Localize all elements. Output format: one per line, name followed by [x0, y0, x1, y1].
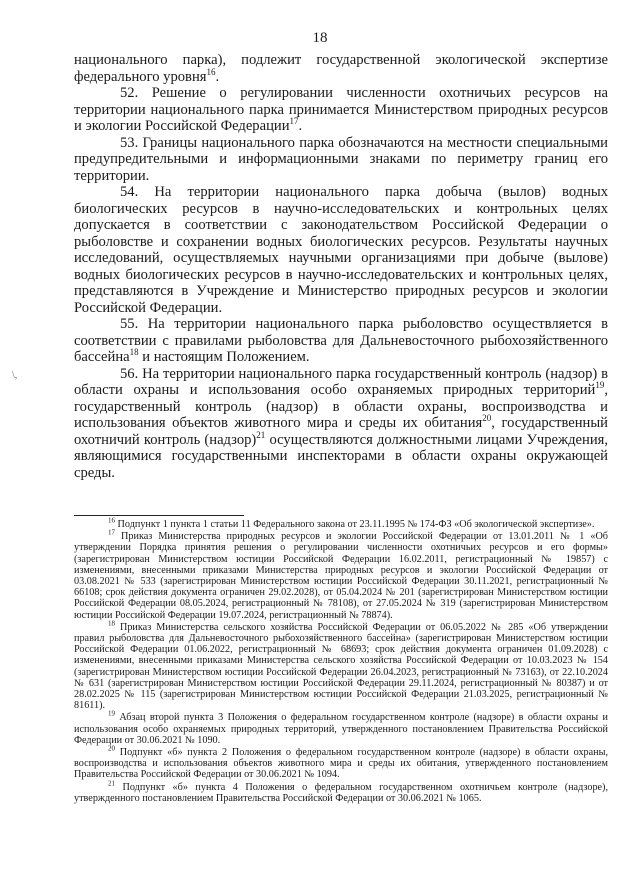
- footnote-ref[interactable]: 19: [595, 380, 605, 391]
- footnote-ref[interactable]: 16: [206, 66, 216, 77]
- footnote-separator: [74, 515, 244, 516]
- margin-mark: \,: [12, 370, 18, 381]
- paragraph-56: 56. На территории национального парка государственный контроль (надзор) в области охраны и использования особо охраняемых природных территорий$^{19}$, государственный контроль (надзор) в области охраны, воспроизводства и использования объектов животного мира и среды их обитания$^{20}$, государственный охотничий контроль (надзор)$^{21}$ осуществляются должностными лицами Учреждения, являющимися государственными инспекторами в области охраны окружающей среды.: [74, 365, 608, 481]
- footnote-ref[interactable]: 18: [129, 347, 139, 358]
- footnote-20: $^{20}$ Подпункт «б» пункта 2 Положения о федеральном государственном контроле (надзоре) в области охраны, воспроизводства и использования объектов животного мира и среды их обитания, утвержденного постановлением Правительства Российской Федерации от 30.06.2021 № 1094.: [74, 744, 608, 781]
- main-text: [74, 52, 608, 481]
- footnote-ref[interactable]: 20: [482, 413, 492, 424]
- footnote-18: $^{18}$ Приказ Министерства сельского хозяйства Российской Федерации от 06.05.2022 № 285 «Об утверждении правил рыболовства для Дальневосточного рыбохозяйственного бассейна» (зарегистрирован Министерством юстиции Российской Федерации 01.06.2022, регистрационный № 68693; срок действия документа ограничен 01.09.2028) с изменениями, внесенными приказами Министерства сельского хозяйства Российской Федерации от 10.03.2023 № 154 (зарегистрирован Министерством юстиции Российской Федерации 26.04.2023, регистрационный № 73163), от 22.10.2024 № 631 (зарегистрирован Министерством юстиции Российской Федерации 29.11.2024, регистрационный № 80387) и от 28.02.2025 № 115 (зарегистрирован Министерством юстиции Российской Федерации 21.03.2025, регистрационный № 81611).: [74, 619, 608, 712]
- paragraph-continuation: национального парка), подлежит государственной экологической экспертизе федерального уровня$^{16}$.: [74, 52, 608, 85]
- footnote-ref[interactable]: 21: [256, 429, 266, 440]
- footnote-16: $^{16}$ Подпункт 1 пункта 1 статьи 11 Федерального закона от 23.11.1995 № 174-ФЗ «Об экологической экспертизе».: [108, 516, 595, 530]
- footnote-17: $^{17}$ Приказ Министерства природных ресурсов и экологии Российской Федерации от 13.01.2011 № 1 «Об утверждении Порядка принятия решения о регулировании численности охотничьих ресурсов и его формы» (зарегистрирован Министерством юстиции Российской Федерации 16.02.2011, регистрационный № 19857) с изменениями, внесенными приказами Министерства природных ресурсов и экологии Российской Федерации от 03.08.2021 № 533 (зарегистрирован Министерством юстиции Российской Федерации 30.11.2021, регистрационный № 66108; срок действия документа ограничен 29.02.2028), от 05.04.2024 № 201 (зарегистрирован Министерством юстиции Российской Федерации 08.05.2024, регистрационный № 78108), от 27.05.2024 № 319 (зарегистрирован Министерством юстиции Российской Федерации 19.07.2024, регистрационный № 78874).: [74, 528, 608, 621]
- paragraph-52: 52. Решение о регулировании численности охотничьих ресурсов на территории национального парка принимается Министерством природных ресурсов и экологии Российской Федерации$^{17}$.: [74, 85, 608, 134]
- footnote-19: $^{19}$ Абзац второй пункта 3 Положения о федеральном государственном контроле (надзоре) в области охраны и использования особо охраняемых природных территорий, утвержденного постановлением Правительства Российской Федерации от 30.06.2021 № 1090.: [74, 710, 608, 746]
- page-number: 18: [312, 30, 328, 46]
- paragraph-55: 55. На территории национального парка рыболовство осуществляется в соответствии с правилами рыболовства для Дальневосточного рыбохозяйственного бассейна$^{18}$ и настоящим Положением.: [74, 316, 608, 365]
- footnote-21: $^{21}$ Подпункт «б» пункта 4 Положения о федеральном государственном охотничьем контроле (надзоре), утвержденного постановлением Правительства Российской Федерации от 30.06.2021 № 1065.: [74, 779, 608, 804]
- footnote-ref[interactable]: 17: [289, 116, 299, 127]
- paragraph-54: 54. На территории национального парка добыча (вылов) водных биологических ресурсов в научно-исследовательских и контрольных целях допускается в соответствии с законодательством Российской Федерации о рыболовстве и сохранении водных биологических ресурсов. Результаты научных исследований, осуществляемых научными организациями при добыче (вылове) водных биологических ресурсов в научно-исследовательских и контрольных целях, представляются в Учреждение и Министерство природных ресурсов и экологии Российской Федерации.: [74, 184, 608, 316]
- paragraph-53: 53. Границы национального парка обозначаются на местности специальными предупредительными и информационными знаками по периметру границ его территории.: [74, 134, 608, 184]
- footnotes: [74, 516, 608, 805]
